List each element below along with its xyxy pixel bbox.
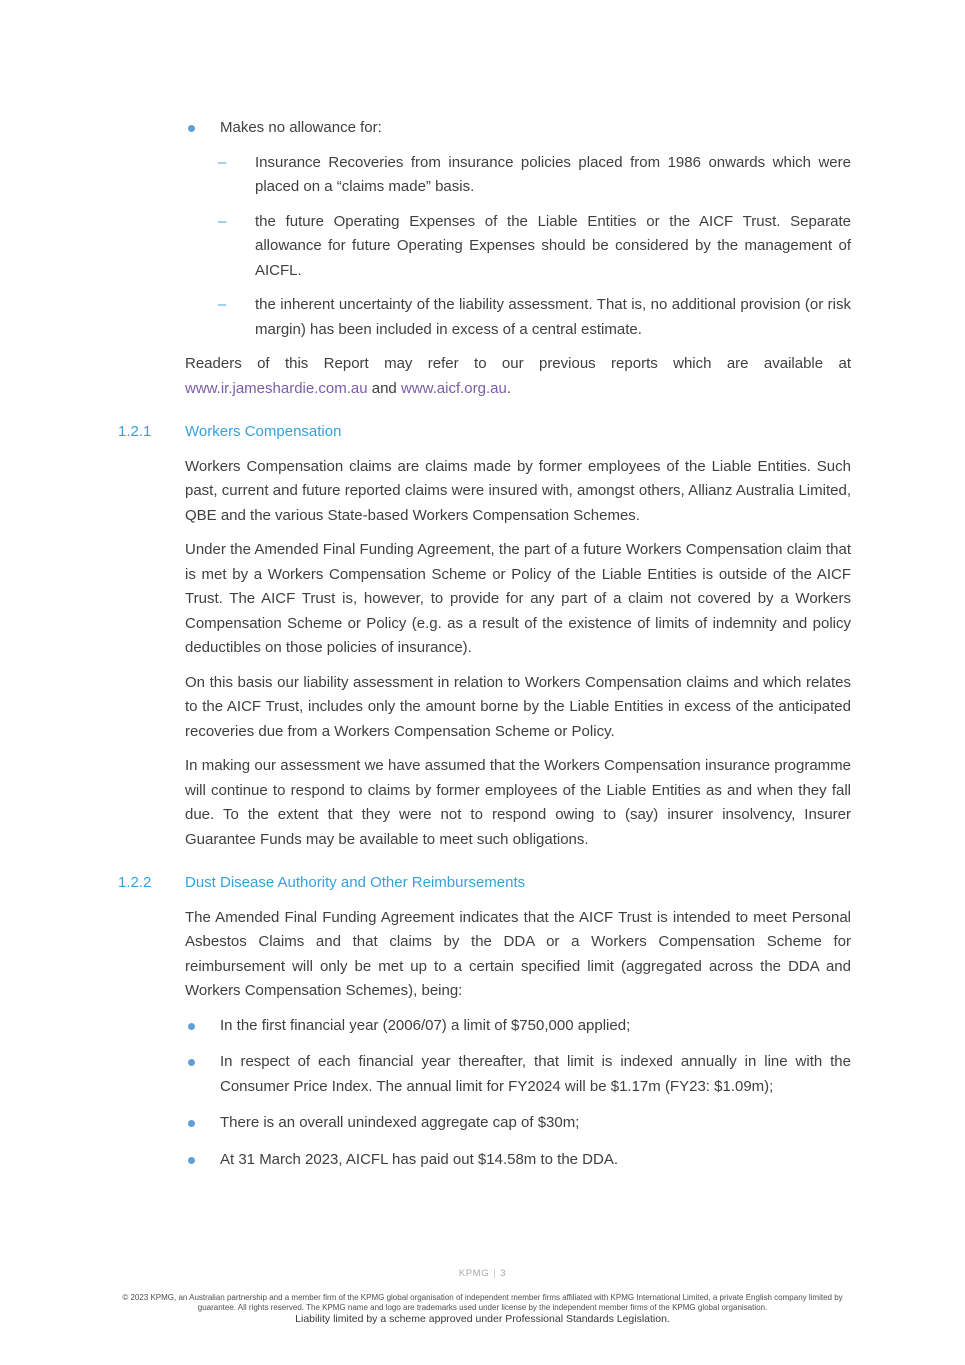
footer-page-number: 3 — [500, 1268, 507, 1279]
bullet-item — [185, 1014, 851, 1039]
sub-bullet-text: the inherent uncertainty of the liability assessment. That is, no additional provision (or risk margin) has been included in excess of a central estimate. — [255, 296, 851, 338]
paragraph: The Amended Final Funding Agreement indicates that the AICF Trust is intended to meet Personal Asbestos Claims and that claims by the DDA or a Workers Compensation Scheme for reimbursement will only be met up to a certain specified limit (aggregated across the DDA and Workers Compensation Schemes), being: — [185, 908, 851, 999]
intro-bullet-label: Makes no allowance for: — [220, 119, 382, 136]
paragraph: Under the Amended Final Funding Agreement, the part of a future Workers Compensation claim that is met by a Workers Compensation Scheme or Policy of the Liable Entities is outside of the AICF Trust. The AICF Trust is, however, to provide for any part of a claim not covered by a Workers Compensation Scheme or Policy (e.g. as a result of the existence of limits of indemnity and policy deductibles on those policies of insurance). — [185, 541, 851, 656]
readers-paragraph-suffix: . — [506, 379, 512, 397]
footer-copyright — [0, 1293, 965, 1313]
bullet-dot-icon — [185, 1148, 220, 1173]
readers-paragraph-middle: and — [367, 379, 401, 397]
bullet-item — [185, 1111, 851, 1136]
bullet-text: In the first financial year (2006/07) a limit of $750,000 applied; — [220, 1016, 631, 1034]
footer-page-indicator — [0, 1268, 965, 1279]
footer-separator: | — [493, 1268, 497, 1279]
sub-bullet-text: Insurance Recoveries from insurance policies placed from 1986 onwards which were placed on a “claims made” basis. — [255, 153, 851, 195]
section-title: Dust Disease Authority and Other Reimbursements — [185, 874, 526, 891]
bullet-dot-icon — [185, 1014, 220, 1039]
footer-liability-note: Liability limited by a scheme approved under Professional Standards Legislation. — [295, 1313, 670, 1325]
content-area — [118, 116, 851, 1184]
bullet-dot-icon — [185, 1111, 220, 1136]
sub-bullet-item — [218, 210, 851, 284]
bullet-item — [185, 1148, 851, 1173]
section-number: 1.2.2 — [118, 874, 152, 891]
readers-paragraph — [185, 352, 851, 401]
sub-bullet-text: the future Operating Expenses of the Liable Entities or the AICF Trust. Separate allowance for future Operating Expenses should be considered by the management of AICFL. — [255, 212, 851, 279]
readers-paragraph-prefix: Readers of this Report may refer to our previous reports which are available at — [185, 355, 851, 372]
bullet-dot-icon — [185, 1050, 220, 1099]
dash-icon: – — [218, 296, 227, 313]
section-title: Workers Compensation — [185, 423, 342, 440]
bullet-text: In respect of each financial year thereafter, that limit is indexed annually in line with the Consumer Price Index. The annual limit for FY2024 will be $1.17m (FY23: $1.09m); — [220, 1053, 851, 1095]
section-heading-workers-compensation — [118, 420, 851, 445]
footer-brand: KPMG — [458, 1268, 490, 1279]
paragraph: Workers Compensation claims are claims made by former employees of the Liable Entities. Such past, current and future reported claims were insured with, amongst others, Allianz Australia Limited, QBE and the various State-based Workers Compensation Schemes. — [185, 457, 851, 524]
link-aicf[interactable]: www.aicf.org.au — [400, 379, 507, 397]
dash-icon: – — [218, 212, 227, 230]
bullet-item — [185, 1050, 851, 1099]
intro-bullet-item — [185, 116, 851, 141]
sub-bullet-item — [218, 151, 851, 200]
link-jameshardie[interactable]: www.ir.jameshardie.com.au — [185, 379, 368, 397]
footer-copyright-text: © 2023 KPMG, an Australian partnership and a member firm of the KPMG global organisation of independent member firms affiliated with KPMG International Limited, a private English company limited by guarantee. All rights reserved. The KPMG name and logo are trademarks used under license by the independent member firms of the KPMG global organisation. — [122, 1293, 843, 1312]
bullet-text: At 31 March 2023, AICFL has paid out $14.58m to the DDA. — [220, 1150, 619, 1168]
dash-icon: – — [218, 153, 227, 171]
bullet-text: There is an overall unindexed aggregate cap of $30m; — [220, 1114, 580, 1131]
sub-bullet-item — [218, 293, 851, 342]
section-number: 1.2.1 — [118, 423, 152, 440]
paragraph: In making our assessment we have assumed that the Workers Compensation insurance programme will continue to respond to claims by former employees of the Liable Entities as and when they fall due. To the extent that they were not to respond owing to (say) insurer insolvency, Insurer Guarantee Funds may be available to meet such obligations. — [185, 757, 851, 848]
paragraph: On this basis our liability assessment in relation to Workers Compensation claims and which relates to the AICF Trust, includes only the amount borne by the Liable Entities in excess of the anticipated recoveries due from a Workers Compensation Scheme or Policy. — [185, 673, 851, 740]
section-heading-dust-disease-authority — [118, 871, 851, 896]
bullet-dot-icon — [185, 116, 220, 141]
